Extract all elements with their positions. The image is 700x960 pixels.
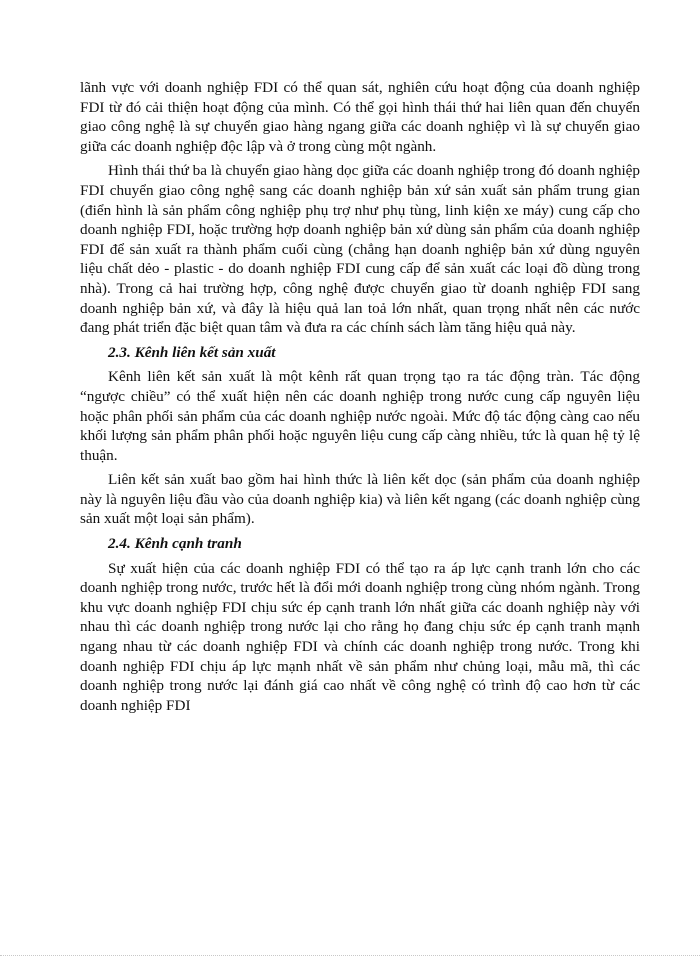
page-bottom-divider: [0, 955, 700, 956]
paragraph-horizontal-transfer: lãnh vực với doanh nghiệp FDI có thể quan sát, nghiên cứu hoạt động của doanh nghiệp FDI từ đó cải thiện hoạt động của mình. Có thể gọi hình thái thứ hai liên quan đến chuyển giao công nghệ là sự chuyển giao hàng ngang giữa các doanh nghiệp vì là sự chuyển giao giữa các doanh nghiệp độc lập và ở trong cùng một ngành.: [80, 79, 640, 155]
section-heading-production-linkage: 2.3. Kênh liên kết sản xuất: [108, 343, 276, 361]
paragraph-competition: Sự xuất hiện của các doanh nghiệp FDI có thể tạo ra áp lực cạnh tranh lớn cho các doanh nghiệp trong nước, trước hết là đổi mới doanh nghiệp trong cùng nhóm ngành. Trong khu vực doanh nghiệp FDI chịu sức ép cạnh tranh lớn nhất giữa các doanh nghiệp này với nhau thì các doanh nghiệp trong nước lại cho rằng họ đang chịu sức ép cạnh tranh mạnh ngang nhau từ các doanh nghiệp FDI và chính các doanh nghiệp trong nước. Trong khi doanh nghiệp FDI chịu áp lực mạnh nhất về sản phẩm như chủng loại, mẫu mã, thì các doanh nghiệp trong nước lại đánh giá cao nhất về công nghệ có trình độ cao hơn từ các doanh nghiệp FDI: [80, 559, 640, 714]
section-heading-competition: 2.4. Kênh cạnh tranh: [108, 535, 242, 553]
document-body: [80, 78, 640, 715]
paragraph-production-linkage: Kênh liên kết sản xuất là một kênh rất quan trọng tạo ra tác động tràn. Tác động “ngược chiều” có thể xuất hiện nên các doanh nghiệp trong nước cung cấp nguyên liệu hoặc phân phối sản phẩm của các doanh nghiệp nước ngoài. Mức độ tác động càng cao nếu khối lượng sản phẩm phân phối hoặc nguyên liệu cung cấp càng nhiều, tức là quan hệ tỷ lệ thuận.: [80, 368, 640, 464]
paragraph-vertical-transfer: Hình thái thứ ba là chuyển giao hàng dọc giữa các doanh nghiệp trong đó doanh nghiệp FDI chuyển giao công nghệ sang các doanh nghiệp bản xứ sản xuất sản phẩm trung gian (điển hình là sản phẩm công nghiệp phụ trợ như phụ tùng, linh kiện xe máy) cung cấp cho doanh nghiệp FDI, hoặc trường hợp doanh nghiệp bản xứ dùng sản phẩm của doanh nghiệp FDI để sản xuất ra thành phẩm cuối cùng (chẳng hạn doanh nghiệp bản xứ dùng nguyên liệu chất dẻo - plastic - do doanh nghiệp FDI cung cấp để sản xuất các loại đồ dùng trong nhà). Trong cả hai trường hợp, công nghệ được chuyển giao từ doanh nghiệp FDI sang doanh nghiệp bản xứ, và đây là hiệu quả lan toả lớn nhất, quan trọng nhất nên các nước đang phát triển đặc biệt quan tâm và đưa ra các chính sách làm tăng hiệu quả này.: [80, 162, 640, 337]
paragraph-linkage-forms: Liên kết sản xuất bao gồm hai hình thức là liên kết dọc (sản phẩm của doanh nghiệp này là nguyên liệu đầu vào của doanh nghiệp kia) và liên kết ngang (các doanh nghiệp cùng sản xuất một loại sản phẩm).: [80, 471, 640, 528]
